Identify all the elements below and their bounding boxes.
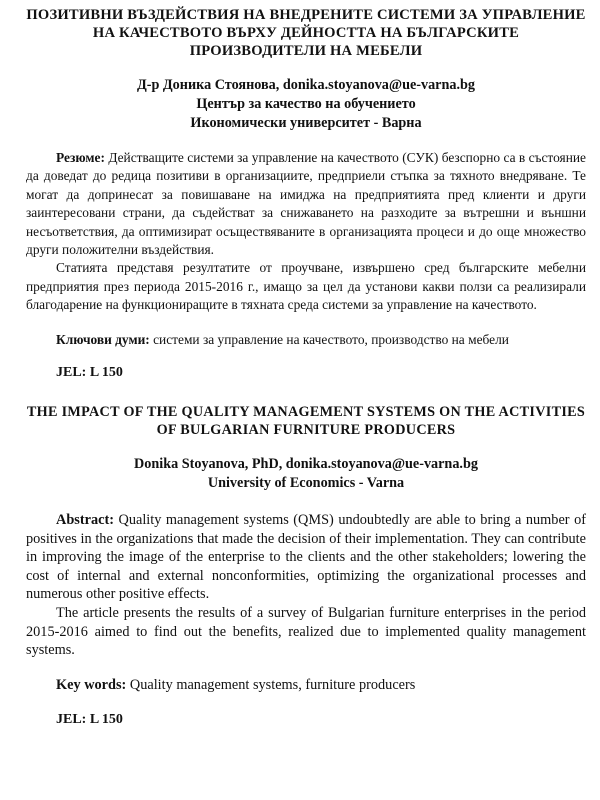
english-jel-code: JEL: L 150 [56,712,123,728]
bulgarian-abstract-paragraph-2: Статията представя резултатите от проучване, извършено сред българските мебелни предприятия през периода 2015-2016 г., имащо за цел да установи какви ползи са реализирали благодарение на функциониращите в тяхната среда системи за управление на качеството. [26,260,586,313]
bulgarian-author-line: Д-р Доника Стоянова, donika.stoyanova@ue-varna.bg [137,77,475,93]
bulgarian-affiliation-university: Икономически университет - Варна [190,115,422,131]
bulgarian-jel-code: JEL: L 150 [56,365,123,381]
bulgarian-title: ПОЗИТИВНИ ВЪЗДЕЙСТВИЯ НА ВНЕДРЕНИТЕ СИСТЕМИ ЗА УПРАВЛЕНИЕ НА КАЧЕСТВОТО ВЪРХУ ДЕЙНОСТТА НА БЪЛГАРСКИТЕ ПРОИЗВОДИТЕЛИ НА МЕБЕЛИ [26,7,586,59]
bulgarian-keywords-label: Ключови думи: [56,331,150,347]
english-abstract-text-1: Quality management systems (QMS) undoubtedly are able to bring a number of positives in the organizations that made the decision of their implementation. They can contribute in improving the image of the enterprise to the clients and the other stakeholders; lowering the cost of internal and external nonconformities, optimizing the organizational processes and numerous other positive effects. [26,512,586,603]
bulgarian-affiliation-center: Център за качество на обучението [196,96,416,112]
english-author-line: Donika Stoyanova, PhD, donika.stoyanova@ue-varna.bg [134,456,478,473]
english-keywords-text: Quality management systems, furniture producers [129,676,416,693]
bulgarian-keywords-text: системи за управление на качеството, производство на мебели [153,331,509,347]
english-affiliation: University of Economics - Varna [207,475,405,492]
bulgarian-abstract-paragraph-1 [26,149,586,259]
bulgarian-keywords [26,331,586,349]
english-keywords [26,676,586,695]
english-abstract-paragraph-1 [26,511,586,604]
bulgarian-author-block [26,76,586,133]
english-keywords-label: Key words: [56,676,127,693]
english-author-block [26,455,586,493]
english-abstract [26,511,586,660]
bulgarian-abstract-text-1: Действащите системи за управление на качеството (СУК) безспорно са в състояние да доведат до редица позитиви в организациите, предприели стъпка за тяхното внедряване. Те могат да допринесат за повишаване на имиджа на предприятията пред клиенти и други заинтересовани страни, да съдействат за снижаването на разходите за вътрешни и външни несъответствия, да оптимизират осъществяваните в организацията процеси и до още множество други положителни въздействия. [26,150,586,258]
english-abstract-paragraph-2: The article presents the results of a survey of Bulgarian furniture enterprises in the period 2015-2016 aimed to find out the benefits, realized due to implemented quality management systems. [26,605,586,659]
english-abstract-label: Abstract: [56,512,114,529]
english-title: THE IMPACT OF THE QUALITY MANAGEMENT SYSTEMS ON THE ACTIVITIES OF BULGARIAN FURNITURE PRODUCERS [26,404,586,439]
bulgarian-abstract [26,149,586,315]
bulgarian-abstract-label: Резюме: [56,150,105,165]
